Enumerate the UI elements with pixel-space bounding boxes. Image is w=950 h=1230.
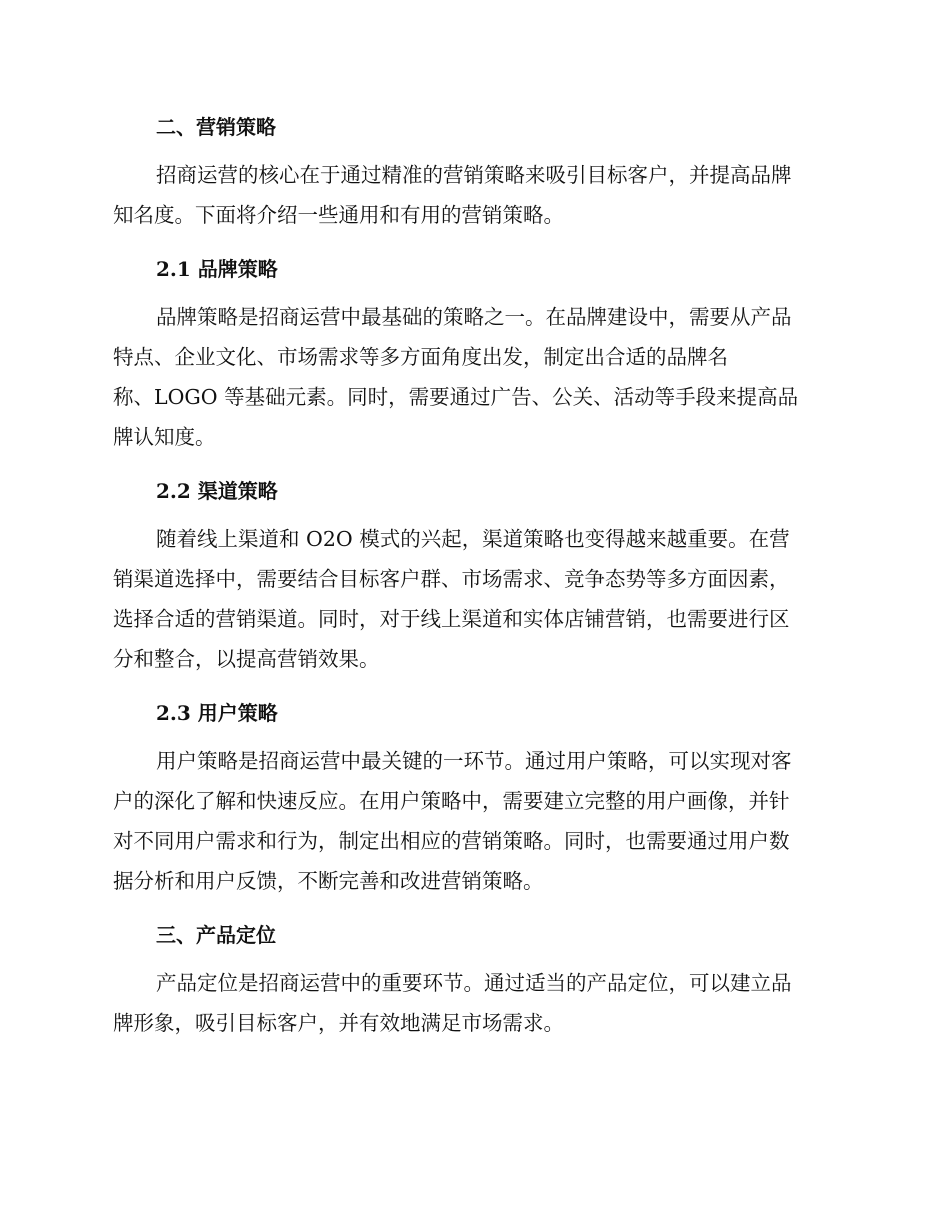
paragraph-brand	[113, 297, 833, 457]
paragraph-line: 知名度。下面将介绍一些通用和有用的营销策略。	[113, 203, 564, 227]
section-heading-user: 2.3 用户策略	[156, 701, 278, 725]
paragraph-line: 据分析和用户反馈，不断完善和改进营销策略。	[113, 869, 544, 893]
section-heading-channel: 2.2 渠道策略	[156, 479, 278, 503]
paragraph-marketing	[113, 155, 833, 235]
paragraph-line: 招商运营的核心在于通过精准的营销策略来吸引目标客户，并提高品牌	[156, 163, 792, 187]
paragraph-line: 随着线上渠道和 O2O 模式的兴起，渠道策略也变得越来越重要。在营	[156, 527, 790, 551]
paragraph-line: 品牌策略是招商运营中最基础的策略之一。在品牌建设中，需要从产品	[156, 305, 792, 329]
paragraph-line: 称、LOGO 等基础元素。同时，需要通过广告、公关、活动等手段来提高品	[113, 385, 799, 409]
paragraph-user	[113, 741, 833, 901]
paragraph-line: 牌认知度。	[113, 425, 216, 449]
paragraph-line: 销渠道选择中，需要结合目标客户群、市场需求、竞争态势等多方面因素，	[113, 567, 790, 591]
paragraph-channel	[113, 519, 833, 679]
section-heading-product-positioning: 三、产品定位	[156, 923, 276, 947]
section-heading-marketing: 二、营销策略	[156, 115, 276, 139]
paragraph-line: 对不同用户需求和行为，制定出相应的营销策略。同时，也需要通过用户数	[113, 829, 790, 853]
section-heading-brand: 2.1 品牌策略	[156, 257, 278, 281]
paragraph-line: 分和整合，以提高营销效果。	[113, 647, 380, 671]
paragraph-line: 产品定位是招商运营中的重要环节。通过适当的产品定位，可以建立品	[156, 971, 792, 995]
paragraph-line: 户的深化了解和快速反应。在用户策略中，需要建立完整的用户画像，并针	[113, 789, 790, 813]
paragraph-line: 特点、企业文化、市场需求等多方面角度出发，制定出合适的品牌名	[113, 345, 728, 369]
paragraph-line: 选择合适的营销渠道。同时，对于线上渠道和实体店铺营销，也需要进行区	[113, 607, 790, 631]
paragraph-line: 牌形象，吸引目标客户，并有效地满足市场需求。	[113, 1011, 564, 1035]
document-body	[113, 103, 833, 1053]
paragraph-line: 用户策略是招商运营中最关键的一环节。通过用户策略，可以实现对客	[156, 749, 792, 773]
paragraph-product-positioning	[113, 963, 833, 1043]
